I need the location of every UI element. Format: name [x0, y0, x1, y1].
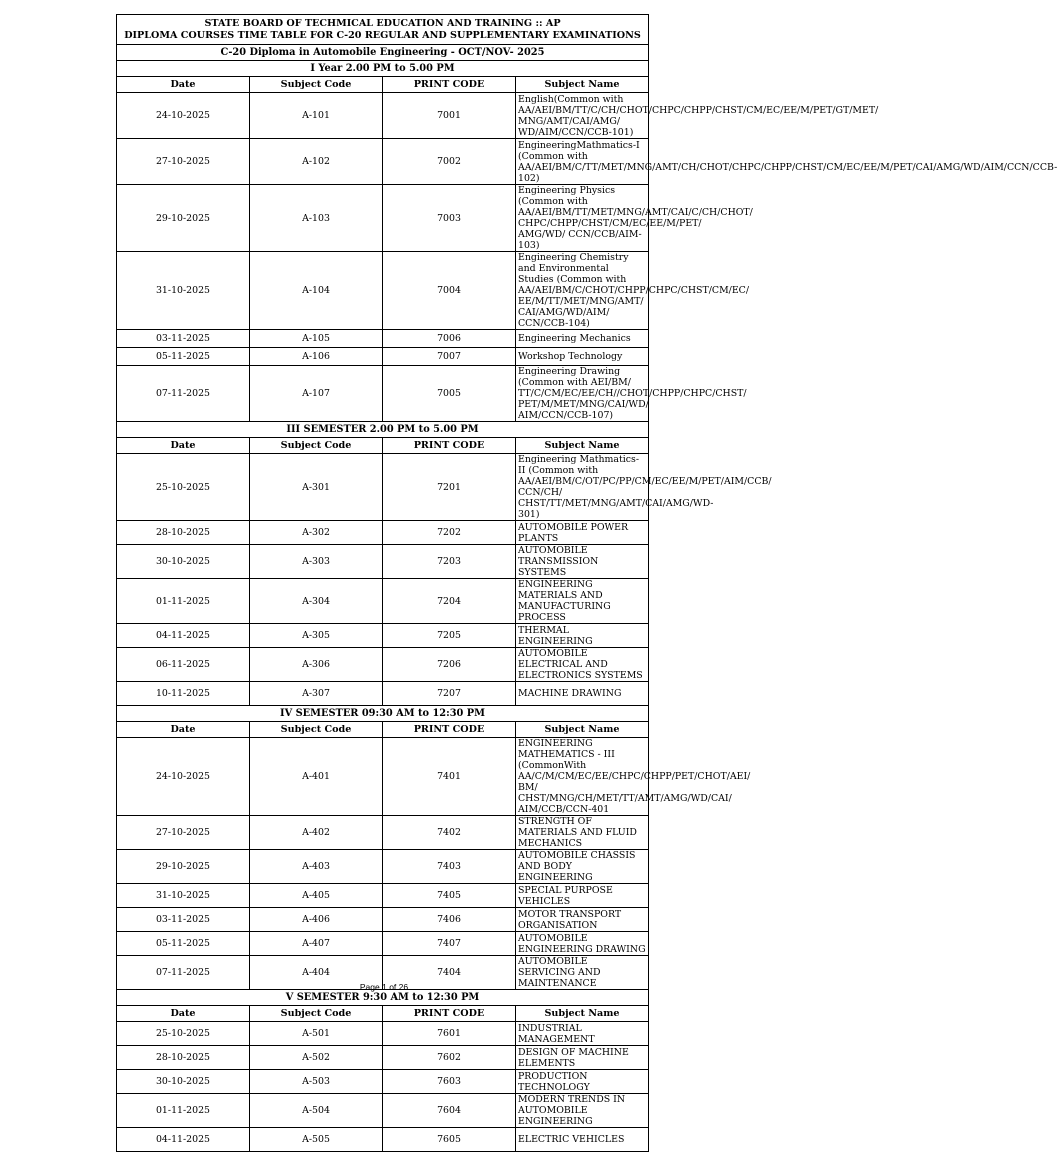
subject-name: AUTOMOBILE ELECTRICAL AND ELECTRONICS SYSTEMS [516, 648, 649, 682]
subject-name: MACHINE DRAWING [516, 682, 649, 706]
column-header-row [117, 438, 649, 454]
exam-date: 24-10-2025 [117, 738, 250, 816]
subject-name: AUTOMOBILE SERVICING AND MAINTENANCE [516, 956, 649, 990]
subject-code: A-304 [250, 579, 383, 624]
print-code: 7203 [383, 545, 516, 579]
subject-name: ELECTRIC VEHICLES [516, 1128, 649, 1152]
exam-date: 29-10-2025 [117, 850, 250, 884]
date-column-header: Date [117, 722, 250, 738]
subject-name: AUTOMOBILE CHASSIS AND BODY ENGINEERING [516, 850, 649, 884]
subject-code: A-502 [250, 1046, 383, 1070]
section-title: III SEMESTER 2.00 PM to 5.00 PM [117, 422, 649, 438]
section-title: I Year 2.00 PM to 5.00 PM [117, 61, 649, 77]
subject-code: A-402 [250, 816, 383, 850]
document-title [117, 15, 649, 45]
table-row [117, 366, 649, 422]
print-code: 7207 [383, 682, 516, 706]
table-row [117, 624, 649, 648]
table-row [117, 545, 649, 579]
subject-code: A-505 [250, 1128, 383, 1152]
subject-code: A-407 [250, 932, 383, 956]
subject-code: A-307 [250, 682, 383, 706]
subject-name-column-header: Subject Name [516, 722, 649, 738]
date-column-header: Date [117, 438, 250, 454]
table-row [117, 348, 649, 366]
exam-date: 06-11-2025 [117, 648, 250, 682]
subject-code: A-102 [250, 139, 383, 185]
subject-name: AUTOMOBILE TRANSMISSION SYSTEMS [516, 545, 649, 579]
subject-code: A-301 [250, 454, 383, 521]
table-row [117, 1022, 649, 1046]
table-row [117, 1046, 649, 1070]
subject-code: A-104 [250, 252, 383, 330]
print-code: 7406 [383, 908, 516, 932]
subject-name: EngineeringMathmatics-I (Common with AA/AEI/BM/C/TT/MET/MNG/AMT/CH/CHOT/CHPC/CHPP/CHST/CM/EC/EE/M/PET/CAI/AMG/WD/AIM/CCN/CCB-102) [516, 139, 649, 185]
subject-code: A-401 [250, 738, 383, 816]
table-row [117, 850, 649, 884]
print-code: 7005 [383, 366, 516, 422]
date-column-header: Date [117, 77, 250, 93]
table-row [117, 139, 649, 185]
subject-name: English(Common with AA/AEI/BM/TT/C/CH/CHOT/CHPC/CHPP/CHST/CM/EC/EE/M/PET/GT/MET/ MNG/AMT/CAI/AMG/ WD/AIM/CCN/CCB-101) [516, 93, 649, 139]
timetable-title: DIPLOMA COURSES TIME TABLE FOR C-20 REGULAR AND SUPPLEMENTARY EXAMINATIONS [124, 29, 641, 41]
subject-code-column-header: Subject Code [250, 1006, 383, 1022]
exam-date: 01-11-2025 [117, 579, 250, 624]
column-header-row [117, 77, 649, 93]
exam-date: 28-10-2025 [117, 1046, 250, 1070]
print-code: 7605 [383, 1128, 516, 1152]
table-row [117, 932, 649, 956]
print-code: 7601 [383, 1022, 516, 1046]
subject-name: THERMAL ENGINEERING [516, 624, 649, 648]
section-header [117, 422, 649, 438]
table-row [117, 579, 649, 624]
table-row [117, 1128, 649, 1152]
subject-name: Engineering Mechanics [516, 330, 649, 348]
print-code: 7405 [383, 884, 516, 908]
subject-code: A-305 [250, 624, 383, 648]
exam-title-row [117, 45, 649, 61]
table-row [117, 884, 649, 908]
print-code: 7006 [383, 330, 516, 348]
subject-code: A-105 [250, 330, 383, 348]
print-code: 7204 [383, 579, 516, 624]
table-row [117, 454, 649, 521]
exam-date: 03-11-2025 [117, 908, 250, 932]
exam-date: 31-10-2025 [117, 252, 250, 330]
print-code: 7004 [383, 252, 516, 330]
subject-code-column-header: Subject Code [250, 77, 383, 93]
subject-code-column-header: Subject Code [250, 438, 383, 454]
print-code-column-header: PRINT CODE [383, 1006, 516, 1022]
subject-code: A-404 [250, 956, 383, 990]
subject-name: INDUSTRIAL MANAGEMENT [516, 1022, 649, 1046]
print-code-column-header: PRINT CODE [383, 77, 516, 93]
exam-date: 29-10-2025 [117, 185, 250, 252]
subject-name: MODERN TRENDS IN AUTOMOBILE ENGINEERING [516, 1094, 649, 1128]
section-header [117, 61, 649, 77]
subject-name: ENGINEERING MATHEMATICS - III (CommonWith AA/C/M/CM/EC/EE/CHPC/CHPP/PET/CHOT/AEI/ BM/ CHST/MNG/CH/MET/TT/AMT/AMG/WD/CAI/ AIM/CCB/CCN-401 [516, 738, 649, 816]
subject-code: A-504 [250, 1094, 383, 1128]
subject-code: A-303 [250, 545, 383, 579]
table-row [117, 1094, 649, 1128]
exam-date: 01-11-2025 [117, 1094, 250, 1128]
exam-date: 07-11-2025 [117, 366, 250, 422]
exam-date: 05-11-2025 [117, 932, 250, 956]
subject-code-column-header: Subject Code [250, 722, 383, 738]
subject-code: A-501 [250, 1022, 383, 1046]
print-code: 7002 [383, 139, 516, 185]
subject-code: A-107 [250, 366, 383, 422]
print-code: 7205 [383, 624, 516, 648]
exam-date: 04-11-2025 [117, 1128, 250, 1152]
print-code: 7001 [383, 93, 516, 139]
subject-name: Engineering Mathmatics-II (Common with AA/AEI/BM/C/OT/PC/PP/CM/EC/EE/M/PET/AIM/CCB/ CCN/CH/ CHST/TT/MET/MNG/AMT/CAI/AMG/WD-301) [516, 454, 649, 521]
table-row [117, 93, 649, 139]
print-code: 7202 [383, 521, 516, 545]
print-code: 7401 [383, 738, 516, 816]
print-code: 7003 [383, 185, 516, 252]
exam-date: 07-11-2025 [117, 956, 250, 990]
print-code: 7402 [383, 816, 516, 850]
exam-date: 27-10-2025 [117, 816, 250, 850]
page-number: Page 1 of 26 [359, 982, 409, 992]
exam-date: 03-11-2025 [117, 330, 250, 348]
subject-name: STRENGTH OF MATERIALS AND FLUID MECHANICS [516, 816, 649, 850]
section-title: V SEMESTER 9:30 AM to 12:30 PM [117, 990, 649, 1006]
subject-code: A-106 [250, 348, 383, 366]
subject-code: A-405 [250, 884, 383, 908]
subject-name: MOTOR TRANSPORT ORGANISATION [516, 908, 649, 932]
exam-date: 25-10-2025 [117, 1022, 250, 1046]
column-header-row [117, 1006, 649, 1022]
subject-code: A-406 [250, 908, 383, 932]
date-column-header: Date [117, 1006, 250, 1022]
subject-name: PRODUCTION TECHNOLOGY [516, 1070, 649, 1094]
exam-date: 30-10-2025 [117, 545, 250, 579]
exam-date: 30-10-2025 [117, 1070, 250, 1094]
print-code: 7201 [383, 454, 516, 521]
table-row [117, 816, 649, 850]
print-code: 7403 [383, 850, 516, 884]
print-code: 7604 [383, 1094, 516, 1128]
section-header [117, 706, 649, 722]
exam-date: 27-10-2025 [117, 139, 250, 185]
print-code: 7407 [383, 932, 516, 956]
section-title: IV SEMESTER 09:30 AM to 12:30 PM [117, 706, 649, 722]
exam-date: 24-10-2025 [117, 93, 250, 139]
subject-name-column-header: Subject Name [516, 77, 649, 93]
table-row [117, 738, 649, 816]
table-row [117, 682, 649, 706]
print-code-column-header: PRINT CODE [383, 722, 516, 738]
subject-code: A-103 [250, 185, 383, 252]
column-header-row [117, 722, 649, 738]
print-code: 7206 [383, 648, 516, 682]
table-row [117, 648, 649, 682]
subject-code: A-302 [250, 521, 383, 545]
subject-name-column-header: Subject Name [516, 438, 649, 454]
print-code-column-header: PRINT CODE [383, 438, 516, 454]
subject-code: A-101 [250, 93, 383, 139]
exam-date: 05-11-2025 [117, 348, 250, 366]
board-name: STATE BOARD OF TECHMICAL EDUCATION AND TRAINING :: AP [204, 18, 561, 29]
subject-code: A-403 [250, 850, 383, 884]
exam-date: 10-11-2025 [117, 682, 250, 706]
print-code: 7404 [383, 956, 516, 990]
subject-name: DESIGN OF MACHINE ELEMENTS [516, 1046, 649, 1070]
table-row [117, 1070, 649, 1094]
print-code: 7603 [383, 1070, 516, 1094]
table-row [117, 908, 649, 932]
exam-date: 31-10-2025 [117, 884, 250, 908]
subject-name: Engineering Chemistry and Environmental Studies (Common with AA/AEI/BM/C/CHOT/CHPP/CHPC/CHST/CM/EC/ EE/M/TT/MET/MNG/AMT/ CAI/AMG/WD/AIM/ CCN/CCB-104) [516, 252, 649, 330]
subject-name: ENGINEERING MATERIALS AND MANUFACTURING PROCESS [516, 579, 649, 624]
subject-name: SPECIAL PURPOSE VEHICLES [516, 884, 649, 908]
subject-name: Engineering Physics (Common with AA/AEI/BM/TT/MET/MNG/AMT/CAI/C/CH/CHOT/ CHPC/CHPP/CHST/CM/EC/EE/M/PET/ AMG/WD/ CCN/CCB/AIM-103) [516, 185, 649, 252]
subject-name: Engineering Drawing (Common with AEI/BM/ TT/C/CM/EC/EE/CH//CHOT/CHPP/CHPC/CHST/ PET/M/MET/MNG/CAI/WD/ AIM/CCN/CCB-107) [516, 366, 649, 422]
subject-name: AUTOMOBILE ENGINEERING DRAWING [516, 932, 649, 956]
table-row [117, 521, 649, 545]
print-code: 7602 [383, 1046, 516, 1070]
subject-name: AUTOMOBILE POWER PLANTS [516, 521, 649, 545]
exam-title: C-20 Diploma in Automobile Engineering - OCT/NOV- 2025 [117, 45, 649, 61]
exam-date: 25-10-2025 [117, 454, 250, 521]
table-row [117, 185, 649, 252]
exam-date: 04-11-2025 [117, 624, 250, 648]
subject-code: A-503 [250, 1070, 383, 1094]
table-row [117, 330, 649, 348]
print-code: 7007 [383, 348, 516, 366]
subject-name: Workshop Technology [516, 348, 649, 366]
subject-code: A-306 [250, 648, 383, 682]
table-row [117, 252, 649, 330]
exam-date: 28-10-2025 [117, 521, 250, 545]
subject-name-column-header: Subject Name [516, 1006, 649, 1022]
